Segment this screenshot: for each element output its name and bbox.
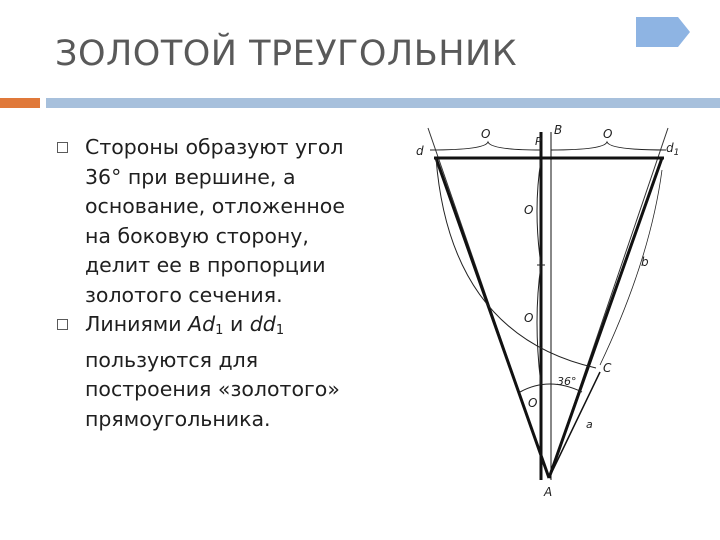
side-ad1 — [549, 158, 662, 478]
label-p: P — [535, 135, 542, 148]
label-b-side: b — [641, 255, 649, 269]
label-o-low: O — [528, 396, 538, 410]
square-bullet-icon — [57, 142, 68, 153]
label-o-top-right: O — [603, 127, 613, 141]
arc-d-c — [436, 158, 596, 368]
label-o-mid-upper: O — [524, 203, 534, 217]
label-o-top-left: O — [481, 127, 491, 141]
label-o-mid-lower: O — [524, 311, 534, 325]
slide-title: ЗОЛОТОЙ ТРЕУГОЛЬНИК — [55, 34, 518, 74]
bullet-list — [55, 133, 375, 434]
accent-bar-blue — [46, 98, 720, 108]
label-angle: 36° — [557, 375, 577, 388]
label-c: C — [603, 361, 612, 375]
label-a-small: a — [586, 418, 593, 431]
label-a-vertex: A — [544, 485, 553, 499]
bullet-text-2: Линиями $Ad_1$ и $dd_1$ пользуются для построения «золотого» прямоугольника. — [85, 312, 340, 431]
label-d1: $d_1$ — [666, 141, 680, 158]
bullet-item-1 — [55, 133, 375, 310]
square-bullet-icon — [57, 319, 68, 330]
label-b-top: B — [554, 123, 563, 137]
arrow-pentagon-icon — [636, 17, 690, 47]
golden-triangle-diagram — [400, 118, 700, 503]
bullet-item-2 — [55, 310, 375, 434]
label-d: d — [416, 144, 424, 158]
accent-bar-orange — [0, 98, 40, 108]
bullet-text-1: Стороны образуют угол 36° при вершине, а основание, отложенное на боковую сторону, делит ее в пропорции золотого сечения. — [85, 135, 345, 307]
